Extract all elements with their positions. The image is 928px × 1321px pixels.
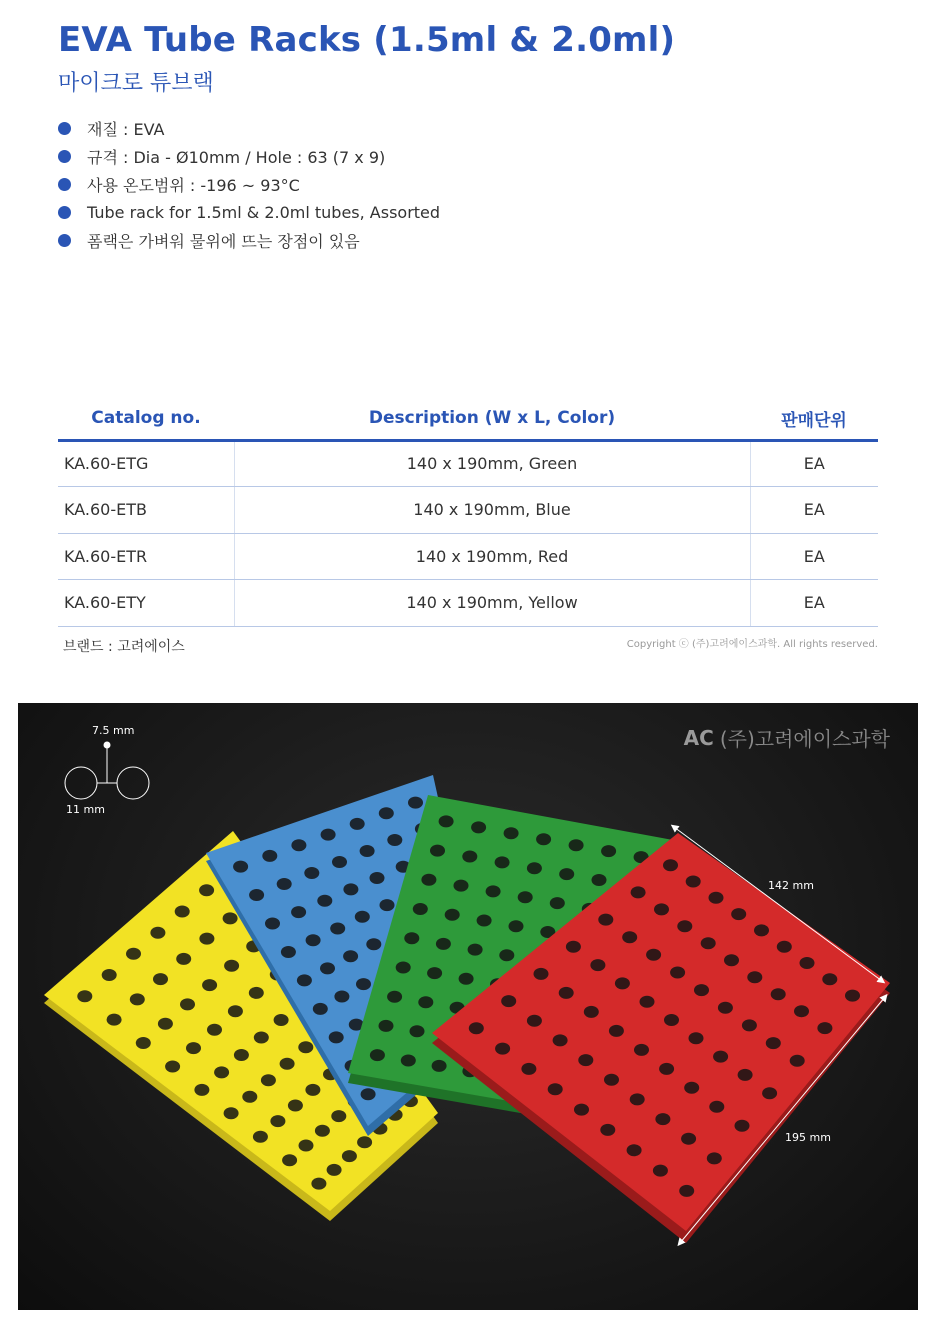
rack-hole: [681, 1133, 696, 1145]
rack-hole: [357, 1136, 372, 1148]
rack-hole: [153, 973, 168, 985]
table-row: [58, 580, 878, 627]
rack-hole: [534, 968, 549, 980]
rack-hole: [265, 918, 280, 930]
rack-hole: [664, 1014, 679, 1026]
rack-hole: [330, 923, 345, 935]
rack-hole: [627, 1144, 642, 1156]
rack-hole: [350, 818, 365, 830]
rack-hole: [677, 920, 692, 932]
copyright-notice: Copyright ⓒ (주)고려에이스과학. All rights reserved.: [626, 639, 878, 650]
table-row: [58, 533, 878, 580]
rack-hole: [738, 1069, 753, 1081]
table-row: [58, 440, 878, 487]
rack-hole: [454, 880, 469, 892]
rack-hole: [518, 891, 533, 903]
rack-hole: [735, 1120, 750, 1132]
rack-hole: [689, 1032, 704, 1044]
rack-hole: [477, 915, 492, 927]
rack-hole: [288, 1100, 303, 1112]
unit-cell: EA: [750, 533, 878, 580]
rack-hole: [724, 954, 739, 966]
rack-hole: [130, 993, 145, 1005]
rack-hole: [194, 1084, 209, 1096]
rack-hole: [504, 827, 519, 839]
description-cell: 140 x 190mm, Blue: [234, 487, 750, 534]
length-label: 195 mm: [785, 1131, 831, 1144]
rack-hole: [370, 872, 385, 884]
rack-hole: [150, 927, 165, 939]
spec-item: [58, 170, 440, 198]
logo-mark-icon: AC: [683, 725, 714, 750]
rack-hole: [165, 1061, 180, 1073]
rack-hole: [569, 839, 584, 851]
rack-hole: [709, 1101, 724, 1113]
rack-hole: [584, 1006, 599, 1018]
rack-hole: [202, 979, 217, 991]
rack-hole: [355, 911, 370, 923]
company-logo: [684, 723, 890, 752]
rack-hole: [468, 944, 483, 956]
rack-hole: [439, 815, 454, 827]
rack-hole: [771, 988, 786, 1000]
rack-hole: [298, 1041, 313, 1053]
rack-hole: [321, 829, 336, 841]
spec-text: 규격 : Dia - Ø10mm / Hole : 63 (7 x 9): [87, 147, 386, 167]
rack-hole: [408, 797, 423, 809]
rack-hole: [686, 876, 701, 888]
rack-hole: [432, 1060, 447, 1072]
rack-hole: [604, 1074, 619, 1086]
rack-hole: [343, 950, 358, 962]
rack-hole: [224, 1107, 239, 1119]
rack-hole: [277, 878, 292, 890]
rack-hole: [566, 941, 581, 953]
spec-list: [58, 114, 440, 254]
rack-hole: [253, 1131, 268, 1143]
spec-item: [58, 226, 440, 254]
description-cell: 140 x 190mm, Red: [234, 533, 750, 580]
rack-hole: [501, 995, 516, 1007]
rack-hole: [304, 867, 319, 879]
width-label: 142 mm: [768, 879, 814, 892]
hole-spacing-label: 7.5 mm: [92, 724, 135, 737]
rack-hole: [559, 987, 574, 999]
rack-hole: [794, 1005, 809, 1017]
rack-hole: [707, 1152, 722, 1164]
rack-hole: [327, 1164, 342, 1176]
rack-hole: [592, 874, 607, 886]
rack-hole: [430, 845, 445, 857]
rack-hole: [631, 886, 646, 898]
rack-hole: [445, 909, 460, 921]
rack-hole: [495, 856, 510, 868]
rack-hole: [305, 1084, 320, 1096]
rack-hole: [713, 1051, 728, 1063]
rack-hole: [361, 1088, 376, 1100]
rack-hole: [366, 938, 381, 950]
hole-diameter-label: 11 mm: [66, 803, 105, 816]
rack-hole: [670, 967, 685, 979]
rack-hole: [653, 1165, 668, 1177]
rack-hole: [536, 833, 551, 845]
rack-hole: [242, 1091, 257, 1103]
rack-hole: [320, 962, 335, 974]
rack-hole: [223, 912, 238, 924]
table-row: [58, 487, 878, 534]
rack-hole: [234, 1049, 249, 1061]
rack-hole: [77, 990, 92, 1002]
column-header-catalog: Catalog no.: [58, 398, 234, 440]
rack-hole: [574, 1104, 589, 1116]
rack-hole: [107, 1014, 122, 1026]
rack-hole: [559, 868, 574, 880]
rack-hole: [731, 908, 746, 920]
catalog-cell: KA.60-ETB: [58, 487, 234, 534]
rack-hole: [747, 971, 762, 983]
description-cell: 140 x 190mm, Yellow: [234, 580, 750, 627]
page-title: EVA Tube Racks (1.5ml & 2.0ml): [58, 20, 676, 60]
rack-hole: [694, 984, 709, 996]
spec-item: [58, 198, 440, 226]
rack-hole: [297, 974, 312, 986]
rack-hole: [495, 1043, 510, 1055]
rack-hole: [822, 973, 837, 985]
rack-hole: [343, 883, 358, 895]
bullet-icon: [58, 178, 71, 191]
rack-hole: [158, 1018, 173, 1030]
product-table: [58, 398, 878, 627]
description-cell: 140 x 190mm, Green: [234, 440, 750, 487]
rack-hole: [527, 1015, 542, 1027]
rack-hole: [709, 892, 724, 904]
rack-hole: [790, 1055, 805, 1067]
rack-hole: [342, 1150, 357, 1162]
rack-hole: [291, 839, 306, 851]
rack-hole: [281, 946, 296, 958]
rack-hole: [233, 861, 248, 873]
page-subtitle: 마이크로 튜브랙: [58, 71, 214, 96]
rack-hole: [262, 850, 277, 862]
spec-text: Tube rack for 1.5ml & 2.0ml tubes, Assorted: [87, 202, 441, 222]
rack-hole: [742, 1019, 757, 1031]
rack-hole: [634, 1044, 649, 1056]
product-photo: [18, 703, 918, 1310]
rack-hole: [370, 1049, 385, 1061]
rack-hole: [404, 932, 419, 944]
rack-hole: [654, 903, 669, 915]
rack-hole: [630, 1093, 645, 1105]
tube-racks-illustration: [18, 703, 918, 1310]
rack-hole: [126, 948, 141, 960]
rack-hole: [224, 960, 239, 972]
column-header-unit: 판매단위: [750, 398, 878, 440]
rack-hole: [598, 914, 613, 926]
rack-hole: [360, 845, 375, 857]
rack-hole: [718, 1002, 733, 1014]
rack-hole: [282, 1154, 297, 1166]
rack-hole: [578, 1054, 593, 1066]
rack-hole: [418, 996, 433, 1008]
bullet-icon: [58, 122, 71, 135]
spec-text: 폼랙은 가벼워 물위에 뜨는 장점이 있음: [87, 231, 360, 251]
rack-hole: [315, 1125, 330, 1137]
bullet-icon: [58, 150, 71, 163]
rack-hole: [291, 906, 306, 918]
rack-hole: [521, 1063, 536, 1075]
unit-cell: EA: [750, 487, 878, 534]
rack-hole: [609, 1025, 624, 1037]
rack-hole: [777, 941, 792, 953]
rack-hole: [462, 851, 477, 863]
rack-hole: [332, 856, 347, 868]
rack-hole: [436, 938, 451, 950]
rack-hole: [401, 1055, 416, 1067]
rack-hole: [396, 962, 411, 974]
table-header-row: [58, 398, 878, 440]
rack-hole: [410, 1025, 425, 1037]
rack-hole: [427, 967, 442, 979]
rack-hole: [136, 1037, 151, 1049]
rack-hole: [379, 1020, 394, 1032]
rack-hole: [548, 1083, 563, 1095]
rack-hole: [214, 1066, 229, 1078]
bullet-icon: [58, 234, 71, 247]
rack-hole: [207, 1024, 222, 1036]
rack-hole: [622, 931, 637, 943]
spec-text: 재질 : EVA: [87, 119, 165, 139]
rack-hole: [306, 934, 321, 946]
rack-hole: [550, 897, 565, 909]
rack-hole: [590, 959, 605, 971]
bullet-icon: [58, 206, 71, 219]
rack-hole: [527, 862, 542, 874]
rack-hole: [379, 807, 394, 819]
rack-hole: [601, 845, 616, 857]
rack-hole: [261, 1074, 276, 1086]
catalog-cell: KA.60-ETR: [58, 533, 234, 580]
unit-cell: EA: [750, 440, 878, 487]
rack-hole: [270, 1115, 285, 1127]
rack-hole: [186, 1042, 201, 1054]
rack-hole: [176, 953, 191, 965]
rack-hole: [663, 859, 678, 871]
rack-hole: [659, 1063, 674, 1075]
rack-hole: [199, 933, 214, 945]
rack-hole: [334, 991, 349, 1003]
rack-hole: [600, 1124, 615, 1136]
rack-hole: [421, 874, 436, 886]
rack-hole: [499, 949, 514, 961]
rack-hole: [471, 821, 486, 833]
spec-item: [58, 142, 440, 170]
rack-hole: [299, 1140, 314, 1152]
rack-hole: [249, 889, 264, 901]
rack-hole: [640, 996, 655, 1008]
rack-hole: [280, 1058, 295, 1070]
rack-hole: [313, 1003, 328, 1015]
rack-hole: [356, 978, 371, 990]
rack-hole: [175, 906, 190, 918]
rack-hole: [228, 1005, 243, 1017]
rack-hole: [380, 899, 395, 911]
logo-text: (주)고려에이스과학: [719, 727, 890, 751]
rack-hole: [800, 957, 815, 969]
rack-hole: [655, 1113, 670, 1125]
rack-hole: [486, 885, 501, 897]
rack-hole: [684, 1082, 699, 1094]
brand-label: 브랜드 : 고려에이스: [63, 639, 185, 655]
rack-hole: [615, 977, 630, 989]
rack-hole: [701, 937, 716, 949]
rack-hole: [311, 1178, 326, 1190]
rack-hole: [329, 1031, 344, 1043]
rack-hole: [817, 1022, 832, 1034]
rack-hole: [766, 1037, 781, 1049]
rack-hole: [317, 895, 332, 907]
rack-hole: [387, 991, 402, 1003]
rack-hole: [199, 884, 214, 896]
rack-hole: [845, 990, 860, 1002]
rack-hole: [413, 903, 428, 915]
rack-hole: [459, 973, 474, 985]
rack-hole: [274, 1014, 289, 1026]
rack-hole: [249, 987, 264, 999]
catalog-cell: KA.60-ETY: [58, 580, 234, 627]
catalog-cell: KA.60-ETG: [58, 440, 234, 487]
rack-hole: [254, 1032, 269, 1044]
rack-hole: [180, 998, 195, 1010]
column-header-description: Description (W x L, Color): [234, 398, 750, 440]
rack-hole: [469, 1022, 484, 1034]
rack-hole: [679, 1185, 694, 1197]
rack-hole: [754, 924, 769, 936]
spec-text: 사용 온도범위 : -196 ~ 93°C: [87, 175, 300, 195]
rack-hole: [762, 1087, 777, 1099]
rack-hole: [387, 834, 402, 846]
spec-item: [58, 114, 440, 142]
rack-hole: [331, 1110, 346, 1122]
rack-hole: [646, 949, 661, 961]
rack-hole: [102, 969, 117, 981]
unit-cell: EA: [750, 580, 878, 627]
rack-hole: [509, 920, 524, 932]
rack-hole: [553, 1034, 568, 1046]
hole-spec-diagram: [65, 742, 149, 800]
